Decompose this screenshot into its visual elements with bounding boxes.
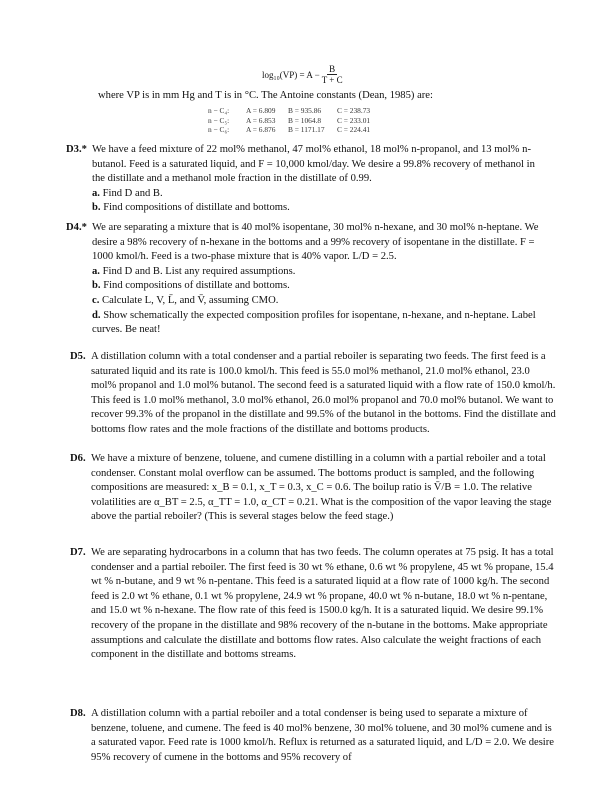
component: n − C₆: (208, 125, 230, 134)
problem-part: b. Find compositions of distillate and bottoms. (92, 202, 290, 214)
problem-number: D8. (70, 708, 86, 719)
component: n − C₅: (208, 115, 230, 125)
constant-a: A = 6.853 (246, 115, 276, 125)
equation-lhs: log₁₀(VP) = A − (262, 69, 320, 80)
problem-d7 (70, 546, 556, 663)
problem-number: D6. (70, 453, 86, 464)
problem-d3 (66, 143, 548, 216)
problem-d6 (70, 452, 556, 525)
problem-text: A distillation column with a partial reboiler and a total condenser is being used to separate a mixture of benzene, toluene, and cumene. The feed is 40 mol% benzene, 30 mol% toluene, and 30 mol% cumene and is a saturated vapor. Feed rate is 1000 kmol/h. Reflux is returned as a saturated liquid, and L/D = 2.0. We desire 95% recovery of cumene in the bottoms and 95% recovery of (91, 708, 554, 763)
problem-part: a. Find D and B. (92, 187, 163, 199)
problem-number: D4.* (66, 222, 87, 233)
problem-number: D3.* (66, 144, 87, 155)
constant-b: B = 1171.17 (288, 125, 325, 134)
constant-a: A = 6.876 (246, 125, 276, 134)
problem-text: We have a mixture of benzene, toluene, and cumene distilling in a column with a partial reboiler and a total condenser. Constant molal overflow can be assumed. The bottoms product is sampled, and the following compositions are measured: x_B = 0.1, x_T = 0.3, x_C = 0.6. The boilup ratio is V̄/B = 1.0. The relative volatilities are α_BT = 2.5, α_TT = 1.0, α_CT = 0.21. What is the composition of the vapor leaving the stage above the partial reboiler? (This is several stages below the feed stage.) (91, 453, 552, 523)
problem-text: We are separating hydrocarbons in a column that has two feeds. The column operates at 75 psig. It has a total condenser and a partial reboiler. The first feed is 30 wt % ethane, 0.6 wt % propylene, 45 wt % propane, 15.4 wt % n-butane, and 9 wt % n-pentane. This feed is a saturated liquid at a flow rate of 1000 kg/h. The second feed is 2.0 wt % ethane, 0.1 wt % propylene, 24.9 wt % propane, 40.0 wt % n-butane, 18.0 wt % n-pentane, and 15.0 wt % n-hexane. The flow rate of this feed is 1500.0 kg/h. It is a saturated liquid. We desire 99.1% recovery of the propane in the distillate and 98% recovery of the n-butane in the bottoms. Make appropriate assumptions and calculate the distillate and bottoms flow rates. Also calculate the weight fractions of each component in the distillate and bottoms streams. (91, 547, 554, 661)
equation-fraction (322, 64, 343, 85)
component: n − C₄: (208, 106, 230, 115)
problem-part: d. Show schematically the expected composition profiles for isopentane, n-hexane, and n-heptane. Label curves. Be neat! (92, 309, 536, 336)
antoine-row (208, 116, 370, 126)
problem-d8 (70, 707, 556, 765)
constant-c: C = 233.01 (337, 115, 371, 125)
problem-d5 (70, 350, 556, 438)
constant-b: B = 1064.8 (288, 115, 322, 125)
equation-denominator: T + C (321, 75, 343, 85)
problem-part: b. Find compositions of distillate and bottoms. (92, 280, 290, 292)
intro-text: where VP is in mm Hg and T is in °C. The Antoine constants (Dean, 1985) are: (98, 90, 433, 101)
problem-part: a. Find D and B. List any required assumptions. (92, 265, 296, 277)
antoine-constants-table (208, 106, 370, 135)
antoine-equation (262, 64, 343, 85)
problem-text: A distillation column with a total condenser and a partial reboiler is separating two feeds. The first feed is a saturated liquid and its rate is 100.0 kmol/h. This feed is 55.0 mol% methanol, 21.0 mol% ethanol, 23.0 mol% propanol and 1.0 mol% butanol. The second feed is a saturated liquid with a flow rate of 150.0 kmol/h. This feed is 1.0 mol% methanol, 3.0 mol% ethanol, 26.0 mol% propanol and 70.0 mol% butanol. We want to recover 99.3% of the propanol in the distillate and 99.5% of the butanol in the bottoms. Find the distillate and bottoms flow rates and the mole fractions of the distillate and bottoms products. (91, 351, 556, 435)
problem-d4 (66, 221, 548, 338)
problem-number: D7. (70, 547, 86, 558)
problem-text: We are separating a mixture that is 40 mol% isopentane, 30 mol% n-hexane, and 30 mol% n-heptane. We desire a 98% recovery of n-hexane in the bottoms and a 99% recovery of isopentane in the distillate. F = 1000 kmol/h. Feed is a two-phase mixture that is 40% vapor. L/D = 2.5. (92, 222, 539, 263)
antoine-row (208, 106, 370, 116)
problem-text: We have a feed mixture of 22 mol% methanol, 47 mol% ethanol, 18 mol% n-propanol, and 13 mol% n-butanol. Feed is a saturated liquid, and F = 10,000 kmol/day. We desire a 99.8% recovery of methanol in the distillate and a methanol mole fraction in the distillate of 0.99. (92, 144, 535, 185)
problem-number: D5. (70, 351, 86, 362)
equation-numerator: B (329, 64, 336, 74)
constant-c: C = 238.73 (337, 106, 371, 115)
problem-part: c. Calculate L, V, L̄, and V̄, assuming CMO. (92, 294, 279, 306)
constant-b: B = 935.86 (288, 106, 322, 115)
antoine-row (208, 125, 370, 135)
constant-c: C = 224.41 (337, 125, 371, 134)
constant-a: A = 6.809 (246, 106, 276, 115)
